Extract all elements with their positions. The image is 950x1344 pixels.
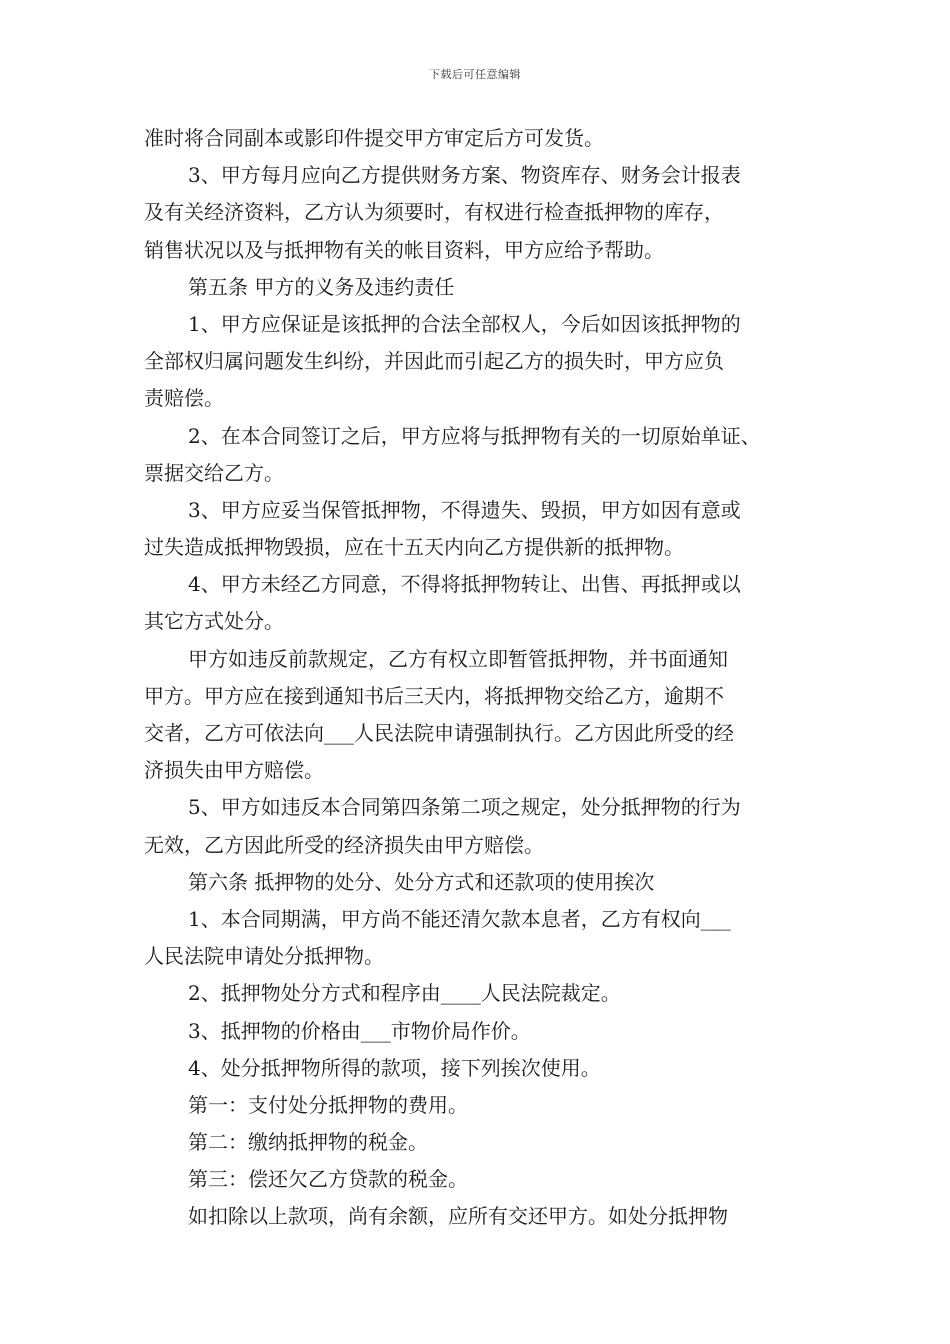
text-line: 甲方。甲方应在接到通知书后三天内，将抵押物交给乙方，逾期不 xyxy=(144,683,724,708)
text-line: 4、处分抵押物所得的款项，接下列挨次使用。 xyxy=(188,1055,601,1080)
text-line: 及有关经济资料，乙方认为须要时，有权进行检查抵押物的库存， xyxy=(144,200,724,225)
text-line: 如扣除以上款项，尚有余额，应所有交还甲方。如处分抵押物 xyxy=(188,1204,728,1229)
text-line: 1、甲方应保证是该抵押的合法全部权人，今后如因该抵押物的 xyxy=(188,311,741,336)
text-line: 其它方式处分。 xyxy=(144,609,284,634)
document-body xyxy=(144,120,814,1236)
text-line: 交者，乙方可依法向___人民法院申请强制执行。乙方因此所受的经 xyxy=(144,721,734,745)
text-line: 3、甲方每月应向乙方提供财务方案、物资库存、财务会计报表 xyxy=(188,163,741,188)
text-line: 第一：支付处分抵押物的费用。 xyxy=(188,1092,468,1117)
text-line: 第三：偿还欠乙方贷款的税金。 xyxy=(188,1167,468,1192)
text-line: 2、在本合同签订之后，甲方应将与抵押物有关的一切原始单证、 xyxy=(188,423,761,448)
text-line: 第二：缴纳抵押物的税金。 xyxy=(188,1130,428,1155)
section-heading: 第五条 甲方的义务及违约责任 xyxy=(188,274,455,299)
text-line: 销售状况以及与抵押物有关的帐目资料，甲方应给予帮助。 xyxy=(144,237,664,262)
text-line: 1、本合同期满，甲方尚不能还清欠款本息者，乙方有权向___ xyxy=(188,906,731,931)
page-header: 下载后可任意编辑 xyxy=(429,68,521,81)
text-line: 准时将合同副本或影印件提交甲方审定后方可发货。 xyxy=(144,126,604,150)
section-heading: 第六条 抵押物的处分、处分方式和还款项的使用挨次 xyxy=(188,869,655,894)
text-line: 无效，乙方因此所受的经济损失由甲方赔偿。 xyxy=(144,832,544,857)
text-line: 过失造成抵押物毁损，应在十五天内向乙方提供新的抵押物。 xyxy=(144,535,684,560)
text-line: 4、甲方未经乙方同意，不得将抵押物转让、出售、再抵押或以 xyxy=(188,572,741,597)
text-line: 甲方如违反前款规定，乙方有权立即暂管抵押物，并书面通知 xyxy=(188,646,728,671)
text-line: 5、甲方如违反本合同第四条第二项之规定，处分抵押物的行为 xyxy=(188,795,741,820)
text-line: 3、抵押物的价格由___市物价局作价。 xyxy=(188,1018,531,1043)
text-line: 济损失由甲方赔偿。 xyxy=(144,758,324,783)
text-line: 全部权归属问题发生纠纷，并因此而引起乙方的损失时，甲方应负 xyxy=(144,349,724,374)
text-line: 责赔偿。 xyxy=(144,386,224,411)
text-line: 2、抵押物处分方式和程序由____人民法院裁定。 xyxy=(188,981,621,1006)
text-line: 票据交给乙方。 xyxy=(144,460,284,485)
text-line: 人民法院申请处分抵押物。 xyxy=(144,944,384,969)
text-line: 3、甲方应妥当保管抵押物，不得遗失、毁损，甲方如因有意或 xyxy=(188,497,741,522)
